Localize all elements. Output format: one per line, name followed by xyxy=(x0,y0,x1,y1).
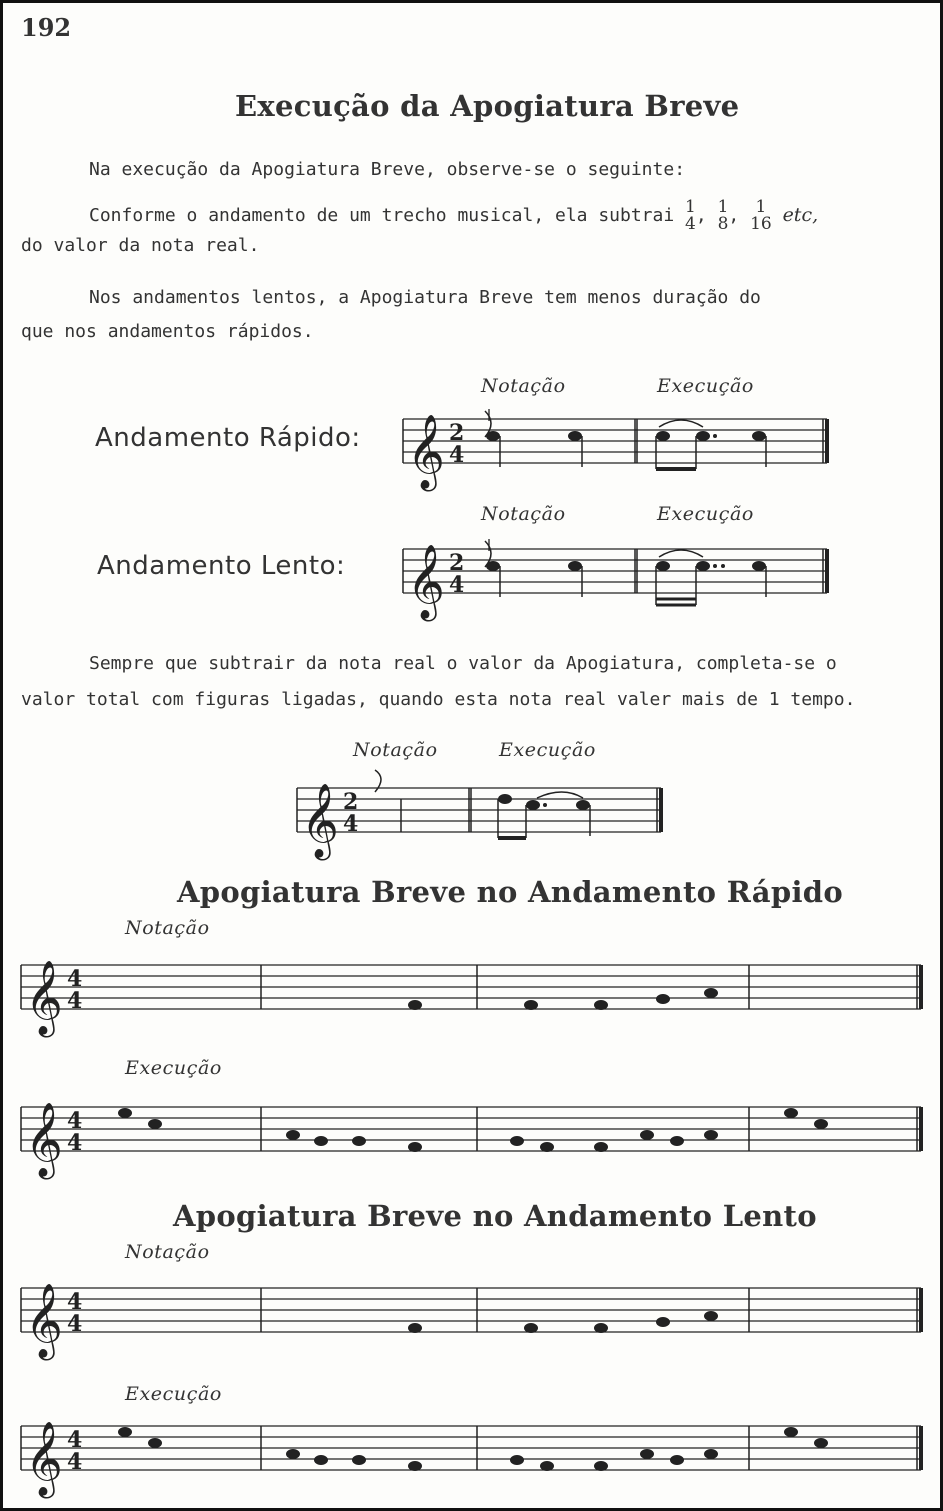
treble-clef-icon xyxy=(25,1284,63,1361)
svg-text:𝄞: 𝄞 xyxy=(407,545,445,619)
staff-lines xyxy=(403,419,827,463)
paragraph-1: Na execução da Apogiatura Breve, observe-se o seguinte: xyxy=(89,159,686,180)
page-number: 192 xyxy=(21,13,72,42)
caption-execucao-1: Execução xyxy=(657,375,754,397)
treble-clef-icon xyxy=(25,961,63,1038)
time-signature-top: 4 xyxy=(67,1108,83,1134)
fraction-quarter: 1 4 xyxy=(685,197,696,234)
caption-notacao-3: Notação xyxy=(353,739,438,761)
svg-text:𝄞: 𝄞 xyxy=(25,961,63,1035)
treble-clef-icon xyxy=(407,545,445,622)
treble-clef-icon xyxy=(25,1422,63,1499)
staff-lento-execucao xyxy=(21,1410,927,1500)
caption-notacao-rapido: Notação xyxy=(125,917,210,939)
time-signature-bottom: 4 xyxy=(343,811,359,837)
paragraph-3-line1: Nos andamentos lentos, a Apogiatura Breve tem menos duração do xyxy=(89,287,761,308)
time-signature-bottom: 4 xyxy=(449,442,465,468)
caption-notacao-lento: Notação xyxy=(125,1241,210,1263)
section-title-rapido: Apogiatura Breve no Andamento Rápido xyxy=(177,875,843,909)
staff-lento xyxy=(403,533,833,623)
label-andamento-lento: Andamento Lento: xyxy=(97,551,346,581)
paragraph-2: Conforme o andamento de um trecho musical, ela subtrai 1 4 , 1 8 , 1 16 etc, xyxy=(89,197,819,234)
paragraph-4-line2: valor total com figuras ligadas, quando esta nota real valer mais de 1 tempo. xyxy=(21,689,856,710)
caption-execucao-lento: Execução xyxy=(125,1383,222,1405)
fraction-sixteenth: 1 16 xyxy=(750,197,772,234)
treble-clef-icon xyxy=(407,415,445,492)
staff-lines xyxy=(21,965,921,1009)
time-signature-bottom: 4 xyxy=(67,1130,83,1156)
paragraph-4-line1: Sempre que subtrair da nota real o valor da Apogiatura, completa-se o xyxy=(89,653,837,674)
section-title-execucao: Execução da Apogiatura Breve xyxy=(235,89,740,123)
paragraph-3-line2: que nos andamentos rápidos. xyxy=(21,321,314,342)
time-signature-top: 2 xyxy=(449,420,465,446)
time-signature-top: 4 xyxy=(67,966,83,992)
staff-lines xyxy=(21,1288,921,1332)
svg-text:𝄞: 𝄞 xyxy=(25,1103,63,1177)
time-signature-top: 2 xyxy=(449,550,465,576)
svg-text:𝄞: 𝄞 xyxy=(25,1422,63,1496)
time-signature-bottom: 4 xyxy=(67,988,83,1014)
caption-notacao-1: Notação xyxy=(481,375,566,397)
fraction-eighth: 1 8 xyxy=(717,197,729,234)
staff-ligadas xyxy=(297,772,667,862)
staff-rapido-notacao xyxy=(21,949,927,1039)
caption-notacao-2: Notação xyxy=(481,503,566,525)
paragraph-2-end: do valor da nota real. xyxy=(21,235,260,256)
label-andamento-rapido: Andamento Rápido: xyxy=(95,423,361,453)
caption-execucao-2: Execução xyxy=(657,503,754,525)
treble-clef-icon xyxy=(25,1103,63,1180)
etc-label: etc, xyxy=(782,204,819,226)
time-signature-top: 4 xyxy=(67,1289,83,1315)
section-title-lento: Apogiatura Breve no Andamento Lento xyxy=(173,1199,817,1233)
time-signature-top: 2 xyxy=(343,789,359,815)
paragraph-2-text: Conforme o andamento de um trecho musical, ela subtrai xyxy=(89,205,675,226)
svg-text:𝄞: 𝄞 xyxy=(407,415,445,489)
treble-clef-icon xyxy=(301,784,339,861)
svg-text:𝄞: 𝄞 xyxy=(301,784,339,858)
caption-execucao-3: Execução xyxy=(499,739,596,761)
time-signature-bottom: 4 xyxy=(67,1449,83,1475)
time-signature-top: 4 xyxy=(67,1427,83,1453)
staff-rapido xyxy=(403,403,833,493)
svg-text:𝄞: 𝄞 xyxy=(25,1284,63,1358)
caption-execucao-rapido: Execução xyxy=(125,1057,222,1079)
time-signature-bottom: 4 xyxy=(67,1311,83,1337)
staff-lento-notacao xyxy=(21,1272,927,1362)
time-signature-bottom: 4 xyxy=(449,572,465,598)
staff-rapido-execucao xyxy=(21,1091,927,1181)
staff-lines xyxy=(403,549,827,593)
